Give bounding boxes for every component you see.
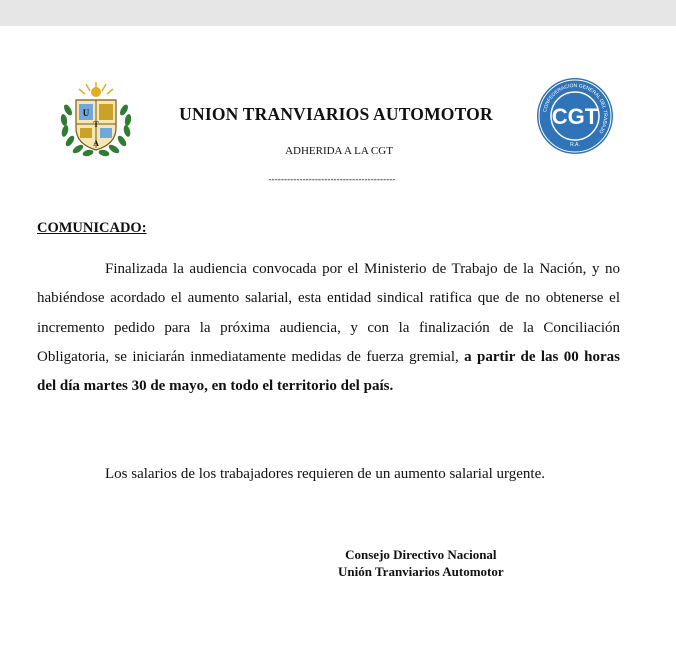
uta-letter-a: A — [93, 139, 99, 148]
affiliation-line: ADHERIDA A LA CGT — [285, 145, 393, 157]
paragraph-2-text: Los salarios de los trabajadores requieren de un aumento salarial urgente. — [105, 466, 545, 482]
uta-letter-u: U — [82, 108, 90, 118]
signature-line-2: Unión Tranviarios Automotor — [338, 564, 504, 579]
cgt-ring-text: CONFEDERACION GENERAL DEL TRABAJO — [542, 82, 609, 135]
signature-line-1: Consejo Directivo Nacional — [345, 547, 497, 562]
signature-block — [338, 546, 504, 580]
top-bar — [0, 0, 676, 26]
cgt-bottom-text: R.A. — [570, 142, 580, 148]
paragraph-1-bold: a partir de las 00 horas del día martes 30 de mayo, en todo el territorio del país. — [37, 348, 620, 395]
separator-dashes: ----------------------------------------- — [268, 174, 396, 184]
union-title: UNION TRANVIARIOS AUTOMOTOR — [179, 104, 493, 124]
paragraph-1 — [37, 255, 620, 401]
paragraph-2 — [37, 463, 620, 486]
uta-letter-t: T — [93, 120, 99, 129]
communique-heading: COMUNICADO: — [37, 220, 147, 236]
paragraph-1-text: Finalizada la audiencia convocada por el Ministerio de Trabajo de la Nación, y no habiéndose acordado el aumento salarial, esta entidad sindical ratifica que de no obtenerse el incremento pedido para la próxima audiencia, y con la finalización de la Conciliación Obligatoria, se iniciarán inmediatamente medidas de fuerza gremial, — [37, 261, 620, 365]
cgt-letters: CGT — [551, 104, 599, 129]
